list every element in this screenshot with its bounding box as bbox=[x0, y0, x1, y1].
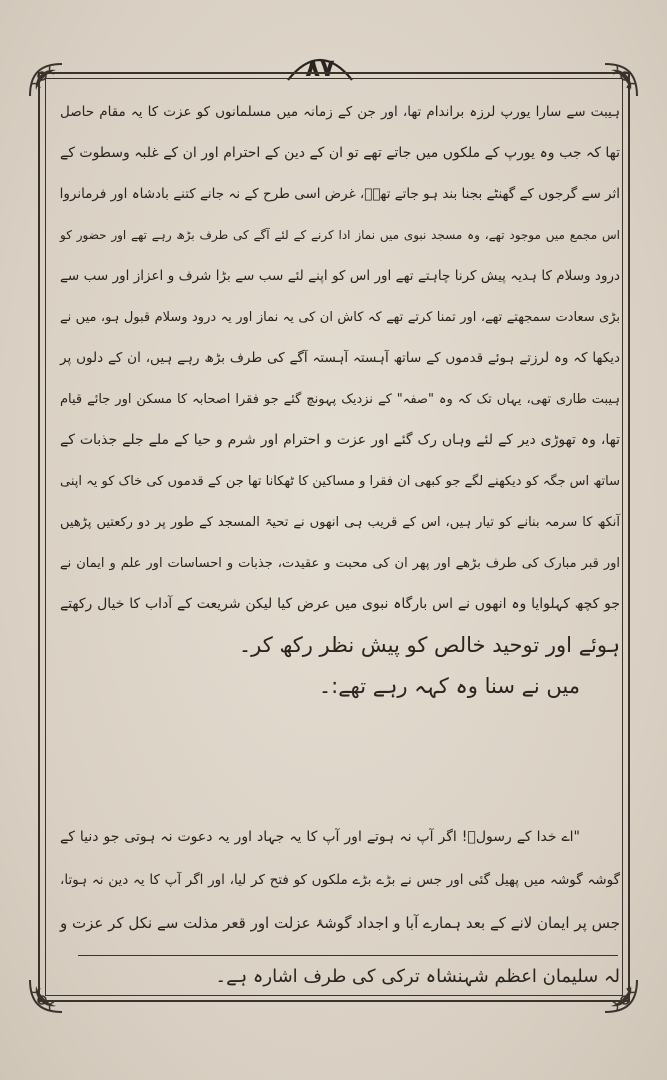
footnote-divider bbox=[78, 955, 618, 956]
quote-line: گوشہ گوشہ میں پھیل گئی اور جس نے بڑے بڑے ملکوں کو فتح کر لیا، اور اگر آپ کا یہ دین نہ ہوتا، bbox=[60, 872, 620, 888]
quote-line: "اے خدا کے رسولؐ! اگر آپ نہ ہوتے اور آپ کا یہ جہاد اور یہ دعوت نہ ہوتی جو دنیا کے bbox=[60, 829, 580, 845]
body-line: دیکھا کہ وہ لرزتے ہوئے قدموں کے ساتھ آہستہ آہستہ آگے کی طرف بڑھ رہے ہیں، ان کے دلوں پر bbox=[60, 350, 620, 366]
quote-line: جس پر ایمان لانے کے بعد ہمارے آبا و اجداد گوشۂ عزلت اور قعر مذلت سے نکل کر عزت و bbox=[60, 914, 620, 932]
body-text bbox=[60, 92, 620, 707]
body-line: درود وسلام کا ہدیہ پیش کرنا چاہتے تھے اور اس کو اپنے لئے سب سے بڑا شرف و اعزاز اور سب سے bbox=[60, 268, 620, 284]
footnote: لہ سلیمان اعظم شہنشاہ ترکی کی طرف اشارہ ہے۔ bbox=[215, 966, 620, 987]
body-line: تھا، وہ تھوڑی دیر کے لئے وہاں رک گئے اور عزت و احترام اور شرم و حیا کے ملے جلے جذبات کے bbox=[60, 432, 620, 448]
body-line: تھا کہ جب وہ یورپ کے ملکوں میں جاتے تھے تو ان کے دین کے احترام اور ان کے غلبہ وسطوت کے bbox=[60, 145, 620, 161]
body-line: اثر سے گرجوں کے گھنٹے بجنا بند ہو جاتے تھےؔ، غرض اسی طرح کے نہ جانے کتنے بادشاہ اور فرمانروا bbox=[59, 186, 620, 202]
body-line: اور قبر مبارک کی طرف بڑھے اور پھر ان کی محبت و عقیدت، جذبات و احساسات اور علم و ایمان نے bbox=[60, 556, 620, 571]
body-line: اس مجمع میں موجود تھے، وہ مسجد نبوی میں نماز ادا کرنے کے لئے آگے کی طرف بڑھ رہے تھے اور حضور کو bbox=[60, 228, 620, 242]
quote-text bbox=[60, 816, 620, 945]
body-line: میں نے سنا وہ کہہ رہے تھے:۔ bbox=[318, 674, 580, 698]
body-line: آنکھ کا سرمہ بنانے کو تیار ہیں، اس کے قریب ہی انھوں نے تحیۃ المسجد کے طور پر دو رکعتیں پڑھیں bbox=[60, 515, 620, 530]
body-line: بڑی سعادت سمجھتے تھے، اور تمنا کرتے تھے کہ کاش ان کی یہ نماز اور یہ درود وسلام قبول ہو، میں نے bbox=[60, 310, 620, 325]
body-line: ہوئے اور توحید خالص کو پیش نظر رکھ کر۔ bbox=[238, 633, 620, 657]
body-line: ہیبت سے سارا یورپ لرزہ براندام تھا، اور جن کے زمانہ میں مسلمانوں کو عزت کا یہ مقام حاصل bbox=[60, 104, 620, 120]
body-line: جو کچھ کہلوایا وہ انھوں نے اس بارگاہ نبوی میں عرض کیا لیکن شریعت کے آداب کا خیال رکھتے bbox=[60, 596, 620, 612]
body-line: ساتھ اس جگہ کو دیکھنے لگے جو کبھی ان فقرا و مساکین کا ٹھکانا تھا جن کے قدموں کی خاک کو یہ اپنی bbox=[60, 474, 620, 489]
body-line: ہیبت طاری تھی، یہاں تک کہ وہ "صفہ" کے نزدیک پہونچ گئے جو فقرا اصحابہ کا مسکن اور جائے قیام bbox=[60, 392, 620, 407]
page-number-text: ۸۷ bbox=[305, 54, 335, 82]
